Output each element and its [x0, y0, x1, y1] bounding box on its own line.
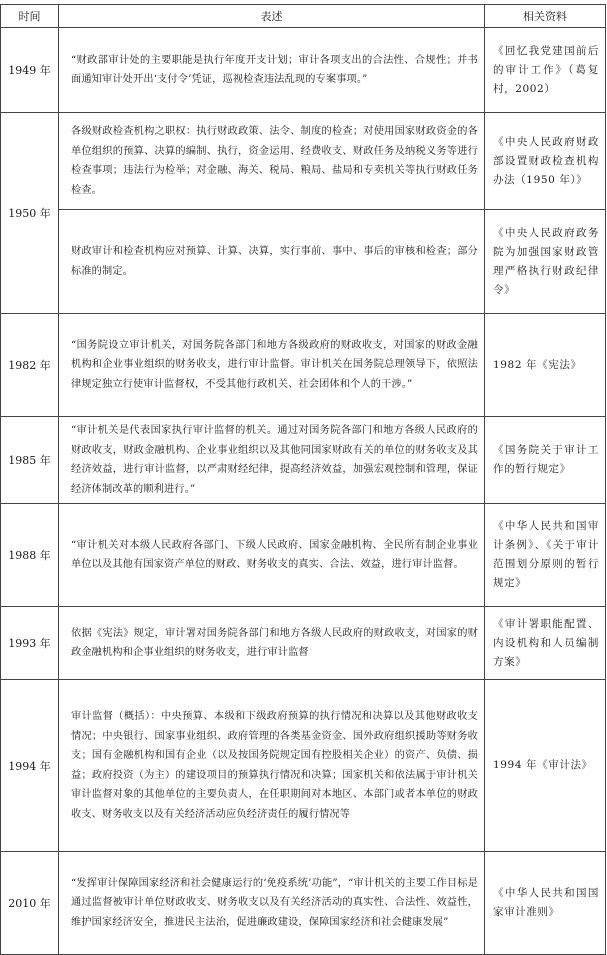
description-cell	[59, 852, 485, 955]
description-cell	[59, 680, 485, 852]
source-text: 1994 年《审计法》	[493, 759, 593, 771]
description-text: 各级财政检查机构之职权：执行财政政策、法令、制度的检查；对使用国家财政资金的各单位组织的预算、决算的编制、执行，资金运用、经费收支、财政任务及纳税义务等进行检查事项；违法行为检举；对金融、海关、税局、粮局、盐局和专卖机关等执行财政任务检查。	[71, 126, 478, 196]
description-cell	[59, 417, 485, 504]
year-cell: 1949 年	[1, 28, 59, 113]
year-cell: 2010 年	[1, 852, 59, 955]
year-cell: 1993 年	[1, 607, 59, 680]
header-source: 相关资料	[485, 5, 606, 28]
table-row	[1, 417, 606, 504]
source-cell	[485, 607, 606, 680]
year-cell: 1985 年	[1, 417, 59, 504]
year-cell: 1988 年	[1, 504, 59, 607]
year-cell: 1994 年	[1, 680, 59, 852]
source-text: 《回忆我党建国前后的审计工作》（葛复村，2002）	[493, 44, 599, 95]
table-row	[1, 504, 606, 607]
source-text: 《中华人民共和国国家审计准则》	[493, 887, 599, 918]
table-row	[1, 680, 606, 852]
source-text: 《中华人民共和国审计条例》、《关于审计范围划分原则的暂行规定》	[493, 520, 599, 589]
year-cell: 1950 年	[1, 113, 59, 314]
source-text: 《审计署职能配置、内设机构和人员编制方案》	[493, 617, 599, 668]
description-text: “国务院设立审计机关，对国务院各部门和地方各级政府的财政收支，对国家的财政金融机构和企业事业组织的财务收支，进行审计监督。审计机关在国务院总理领导下，依照法律规定独立行使审计监督权，不受其他行政机关、社会团体和个人的干涉。”	[71, 339, 478, 390]
audit-history-table	[0, 4, 606, 955]
year-cell: 1982 年	[1, 314, 59, 417]
source-cell	[485, 417, 606, 504]
source-text: 《中央人民政府财政部设置财政检查机构办法（1950 年）》	[493, 135, 599, 186]
description-text: 财政审计和检查机构应对预算、计算、决算，实行事前、事中、事后的审核和检查；部分标准的制定。	[71, 246, 478, 277]
header-description: 表述	[59, 5, 485, 28]
source-text: 1982 年《宪法》	[493, 358, 582, 371]
description-text: “审计机关对本级人民政府各部门、下级人民政府、国家金融机构、全民所有制企业事业单位以及其他有国家资产单位的财政、财务收支的真实、合法、效益，进行审计监督。	[71, 539, 478, 570]
description-cell	[59, 314, 485, 417]
header-time: 时间	[1, 5, 59, 28]
description-text: “发挥审计保障国家经济和社会健康运行的‘免疫系统’功能”，“审计机关的主要工作目标是通过监督被审计单位财政收支、财务收支以及有关经济活动的真实性、合法性、效益性，维护国家经济安全，推进民主法治，促进廉政建设，保障国家经济和社会健康发展”	[71, 877, 478, 928]
source-cell	[485, 680, 606, 852]
table-row	[1, 113, 606, 210]
source-cell	[485, 28, 606, 113]
source-text: 《中央人民政府政务院为加强国家财政管理严格执行财政纪律令》	[493, 226, 599, 296]
description-cell	[59, 113, 485, 210]
table-header-row	[1, 5, 606, 28]
table-row	[1, 314, 606, 417]
table-row	[1, 607, 606, 680]
source-cell	[485, 210, 606, 314]
source-cell	[485, 314, 606, 417]
description-text: “审计机关是代表国家执行审计监督的机关。通过对国务院各部门和地方各级人民政府的财政收支，财政金融机构、企业事业组织以及其他同国家财政有关的单位的财务收支及其经济效益，进行审计监督，以严肃财经纪律，提高经济效益，加强宏观控制和管理，保证经济体制改革的顺利进行。”	[71, 425, 478, 495]
table-row	[1, 210, 606, 314]
description-cell	[59, 504, 485, 607]
source-cell	[485, 852, 606, 955]
description-text: 审计监督（概括）：中央预算、本级和下级政府预算的执行情况和决算以及其他财政收支情况；中央银行、国家事业组织、政府管理的各类基金资金、国外政府组织援助等财务收支；国有金融机构和国有企业（以及按国务院规定国有控股相关企业）的资产、负债、损益；政府投资（为主）的建设项目的预算执行情况和决算；国家机关和依法属于审计机关审计监督对象的其他单位的主要负责人，在任职期间对本地区、本部门或者本单位的财政收支、财务收支以及有关经济活动应负经济责任的履行情况等	[71, 711, 478, 820]
source-cell	[485, 504, 606, 607]
description-cell	[59, 28, 485, 113]
description-cell	[59, 210, 485, 314]
description-cell	[59, 607, 485, 680]
source-text: 《国务院关于审计工作的暂行规定》	[493, 444, 599, 475]
source-cell	[485, 113, 606, 210]
table-row	[1, 852, 606, 955]
description-text: 依据《宪法》规定，审计署对国务院各部门和地方各级人民政府的财政收支，对国家的财政金融机构和企事业组织的财务收支，进行审计监督	[71, 627, 478, 658]
table-row	[1, 28, 606, 113]
description-text: “财政部审计处的主要职能是执行年度开支计划；审计各项支出的合法性、合规性；并书面通知审计处开出‘支付令’凭证，巡视检查违法乱现的专案事项。”	[71, 54, 478, 85]
